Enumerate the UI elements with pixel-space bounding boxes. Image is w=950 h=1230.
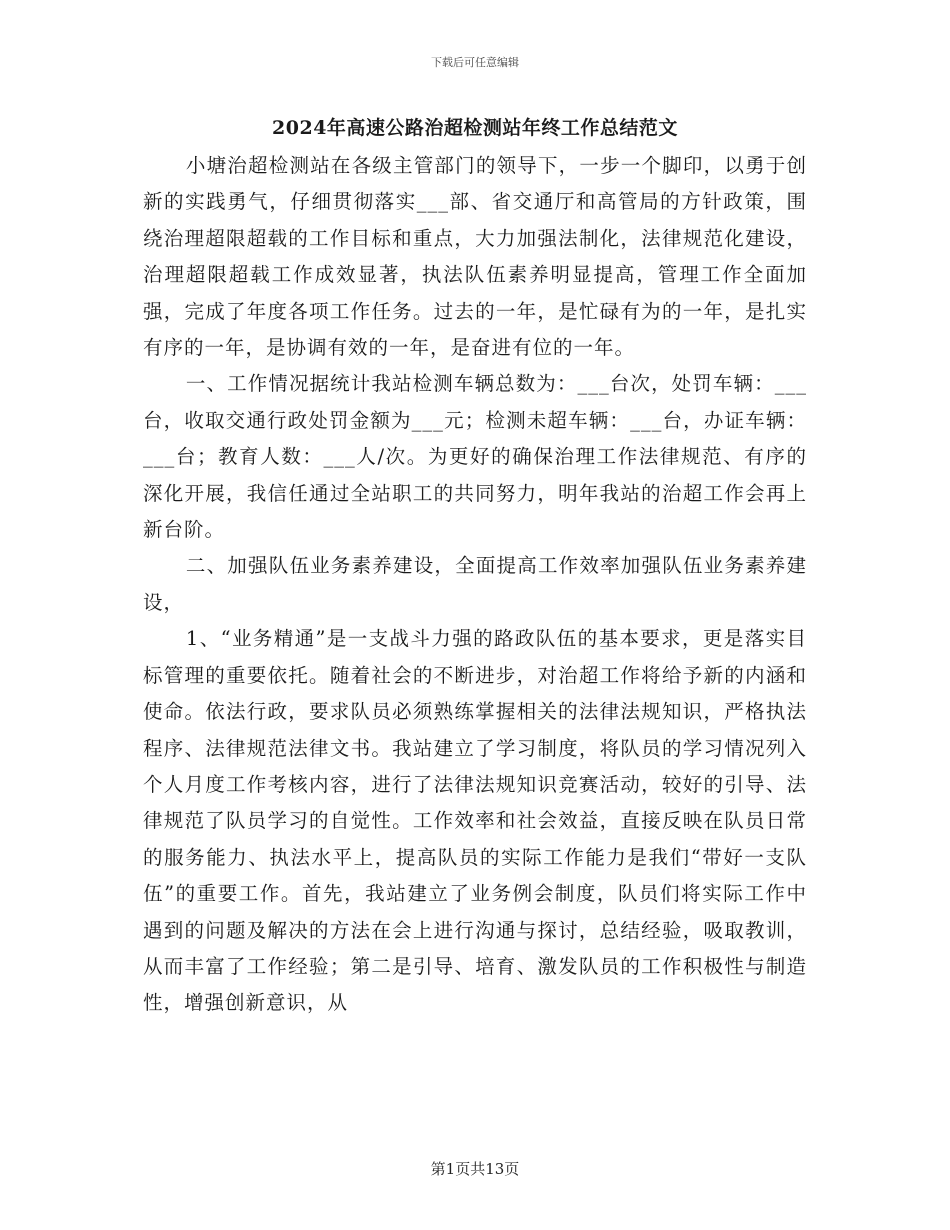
document-title: 2024年高速公路治超检测站年终工作总结范文 [272, 117, 678, 139]
paragraph-business-proficiency: 1、“业务精通”是一支战斗力强的路政队伍的基本要求，更是落实目标管理的重要依托。随着社会的不断进步，对治超工作将给予新的内涵和使命。依法行政，要求队员必须熟练掌握相关的法律法规知识，严格执法程序、法律规范法律文书。我站建立了学习制度，将队员的学习情况列入个人月度工作考核内容，进行了法律法规知识竞赛活动，较好的引导、法律规范了队员学习的自觉性。工作效率和社会效益，直接反映在队员日常的服务能力、执法水平上，提高队员的实际工作能力是我们“带好一支队伍”的重要工作。首先，我站建立了业务例会制度，队员们将实际工作中遇到的问题及解决的方法在会上进行沟通与探讨，总结经验，吸取教训，从而丰富了工作经验；第二是引导、培育、激发队员的工作积极性与制造性，增强创新意识，从 [143, 627, 807, 1015]
paragraph-team-building: 二、加强队伍业务素养建设，全面提高工作效率加强队伍业务素养建设， [143, 554, 807, 614]
page-number: 第1页共13页 [430, 1160, 520, 1178]
paragraph-work-status: 一、工作情况据统计我站检测车辆总数为：___台次，处罚车辆：___台，收取交通行政处罚金额为___元；检测未超车辆：___台，办证车辆：___台；教育人数：___人/次。为更好的确保治理工作法律规范、有序的深化开展，我信任通过全站职工的共同努力，明年我站的治超工作会再上新台阶。 [143, 372, 807, 542]
paragraph-intro: 小塘治超检测站在各级主管部门的领导下，一步一个脚印，以勇于创新的实践勇气，仔细贯彻落实___部、省交通厅和高管局的方针政策，围绕治理超限超载的工作目标和重点，大力加强法制化，法律规范化建设，治理超限超载工作成效显著，执法队伍素养明显提高，管理工作全面加强，完成了年度各项工作任务。过去的一年，是忙碌有为的一年，是扎实有序的一年，是协调有效的一年，是奋进有位的一年。 [143, 154, 807, 360]
document-body [143, 148, 807, 1022]
page-header-note: 下载后可任意编辑 [431, 56, 519, 69]
